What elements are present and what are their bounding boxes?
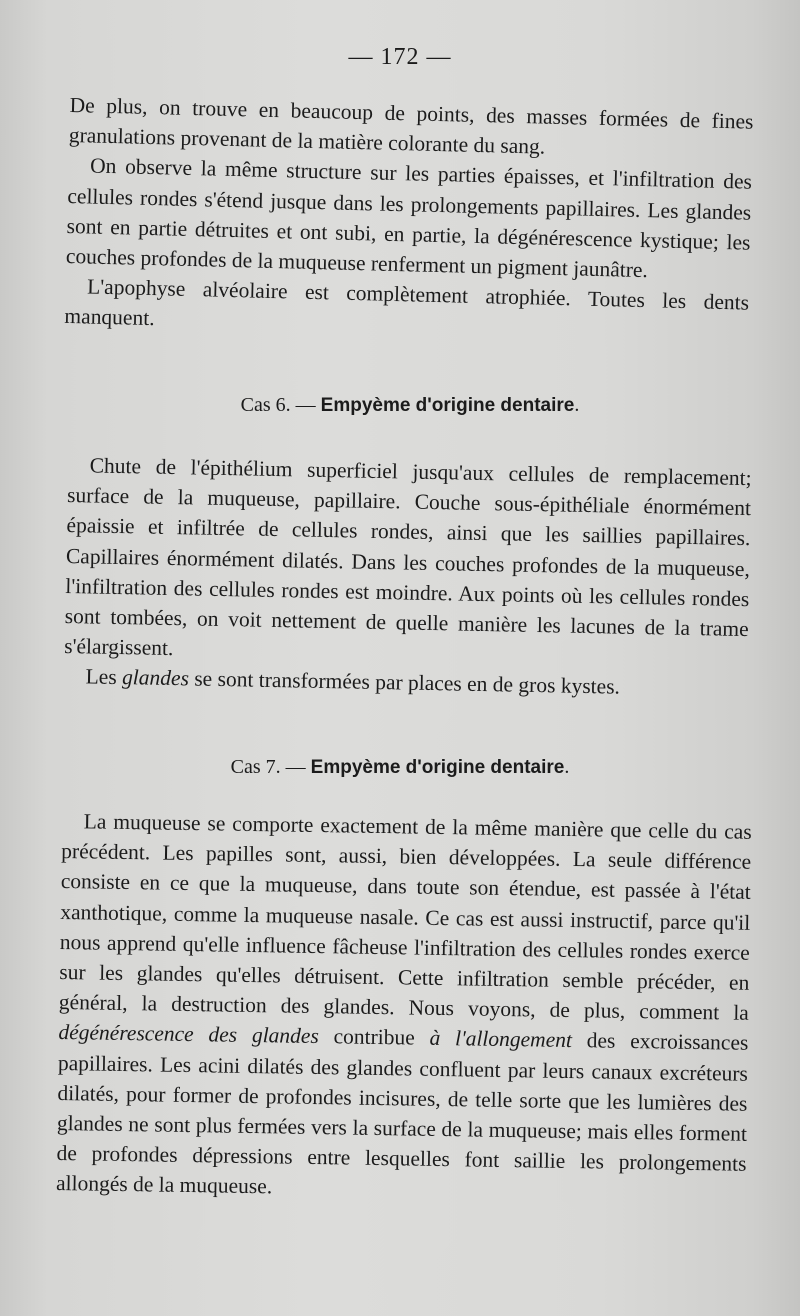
muqueuse-part-c: des excroissances papillaires. Les acini dilatés des glandes confluent par leurs canaux excréteurs dilatés, pour former de profondes incisures, de telle sorte que les lumières des glandes ne sont plus fermées vers la surface de la muqueuse; mais elles forment de profondes dépressions entre lesquelles font saillie les prolongements allongés de la muqueuse. — [55, 1028, 749, 1199]
case-7-period: . — [564, 756, 570, 778]
text-block-case-7 — [56, 806, 752, 1209]
degenerescence-emphasis: dégénérescence des glandes — [58, 1020, 320, 1049]
glandes-emphasis: glandes — [121, 665, 190, 691]
paragraph-muqueuse — [56, 806, 752, 1209]
paragraph-structure: On observe la même structure sur les parties épaisses, et l'infiltration des cellules rondes s'étend jusque dans les prolongements papillaires. Les glandes sont en partie détruites et ont subi, en partie, la dégénérescence kystique; les couches profondes de la muqueuse renferment un pigment jaunâtre. — [65, 153, 753, 283]
case-6-label: Cas 6. — [240, 394, 291, 416]
glandes-after: se sont transformées par places en de gros kystes. — [188, 666, 621, 700]
glandes-before: Les — [85, 664, 123, 690]
case-6-heading — [0, 394, 800, 417]
page-number: — 172 — — [348, 44, 452, 70]
case-7-title: Empyème d'origine dentaire — [310, 757, 565, 778]
case-7-label: Cas 7. — [230, 756, 281, 778]
case-6-period: . — [574, 394, 580, 416]
case-7-dash: — — [280, 756, 311, 778]
text-block-intro — [64, 90, 754, 348]
paragraph-apophyse: L'apophyse alvéolaire est complètement atrophiée. Toutes les dents manquent. — [64, 274, 750, 331]
allongement-emphasis: à l'allongement — [429, 1026, 573, 1053]
paragraph-granulations: De plus, on trouve en beaucoup de points, des masses formées de fines granulations provenant de la matière colorante du sang. — [68, 92, 754, 159]
paragraph-epithelium: Chute de l'épithélium superficiel jusqu'aux cellules de remplacement; surface de la muqueuse, papillaire. Couche sous-épithéliale énormément épaissie et infiltrée de cellules rondes, ainsi que les saillies papillaires. Capillaires énormément dilatés. Dans les couches profondes de la muqueuse, l'infiltration des cellules rondes est moindre. Aux points où les cellules rondes sont tombées, on voit nettement de quelle manière les lacunes de la trame s'élargissent. — [64, 453, 752, 661]
muqueuse-part-b: contribue — [318, 1024, 430, 1051]
text-block-case-6 — [63, 450, 752, 705]
muqueuse-part-a: La muqueuse se comporte exactement de la même manière que celle du cas précédent. Les papilles sont, aussi, bien développées. La seule différence consiste en ce que la muqueuse, dans toute son étendue, est passée à l'état xanthotique, comme la muqueuse nasale. Ce cas est aussi instructif, parce qu'il nous apprend qu'elle influence fâcheuse l'infiltration des cellules rondes exerce sur les glandes qu'elles détruisent. Cette infiltration semble précéder, en général, la destruction des glandes. Nous voyons, de plus, comment la — [58, 809, 752, 1026]
case-6-title: Empyème d'origine dentaire — [320, 395, 575, 416]
case-6-dash: — — [290, 394, 321, 416]
case-7-heading — [0, 756, 800, 779]
